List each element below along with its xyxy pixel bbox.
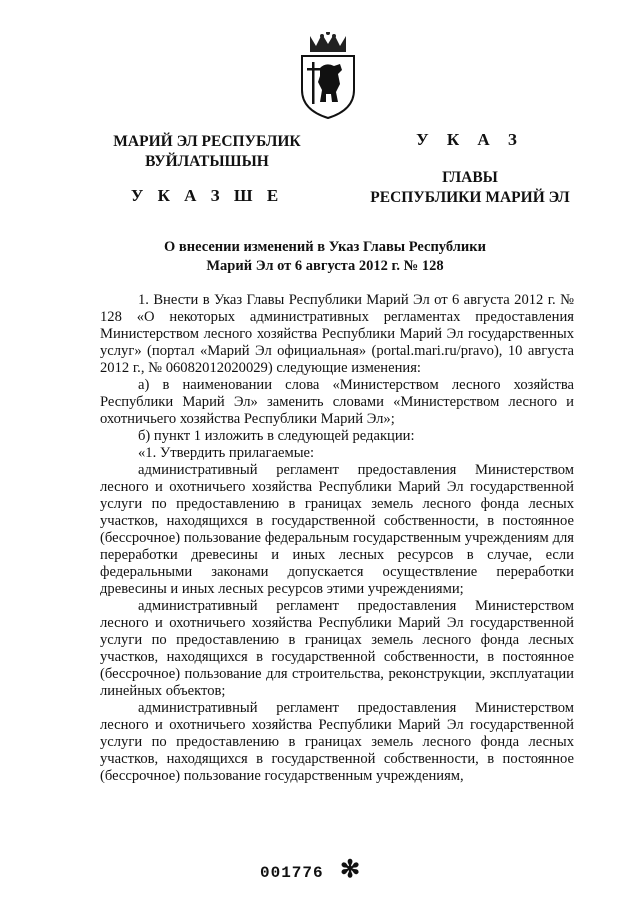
document-body xyxy=(100,292,574,785)
paragraph: а) в наименовании слова «Министерством лесного хозяйства Республики Марий Эл» заменить словами «Министерством лесного и охотничьего хозяйства Республики Марий Эл»; xyxy=(100,377,574,427)
header-left xyxy=(92,132,322,206)
paragraph: административный регламент предоставления Министерством лесного и охотничьего хозяйства Республики Марий Эл государственной услуги по предоставлению в границах земель лесного фонда лесных участков, находящихся в государственной собственности, в постоянное (бессрочное) пользование государственным учреждениям, xyxy=(100,700,574,784)
paragraph: административный регламент предоставления Министерством лесного и охотничьего хозяйства Республики Марий Эл государственной услуги по предоставлению в границах земель лесного фонда лесных участков, находящихся в государственной собственности, в постоянное (бессрочное) пользование для строительства, реконструкции, эксплуатации линейных объектов; xyxy=(100,598,574,699)
coat-of-arms-icon xyxy=(296,32,360,120)
header-left-line1: МАРИЙ ЭЛ РЕСПУБЛИК xyxy=(113,133,301,150)
asterisk-mark: ✻ xyxy=(340,857,361,883)
header-right xyxy=(360,130,580,208)
paragraph: административный регламент предоставления Министерством лесного и охотничьего хозяйства Республики Марий Эл государственной услуги по предоставлению в границах земель лесного фонда лесных участков, находящихся в государственной собственности, в постоянное (бессрочное) пользование федеральным государственным учреждениям для переработки древесины и иных лесных ресурсов в случае, если федеральными законами допускается осуществление переработки древесины и иных лесных ресурсов этими учреждениями; xyxy=(100,462,574,597)
document-serial-number: 001776 xyxy=(260,864,324,882)
title-line1: О внесении изменений в Указ Главы Республики xyxy=(164,239,486,255)
title-line2: Марий Эл от 6 августа 2012 г. № 128 xyxy=(206,258,444,274)
paragraph: 1. Внести в Указ Главы Республики Марий Эл от 6 августа 2012 г. № 128 «О некоторых административных регламентах предоставления Министерством лесного хозяйства Республики Марий Эл государственных услуг» (портал «Марий Эл официальная» (portal.mari.ru/pravo), 10 августа 2012 г., № 06082012020029) следующие изменения: xyxy=(100,292,574,376)
document-title xyxy=(80,238,570,276)
header-right-line3: РЕСПУБЛИКИ МАРИЙ ЭЛ xyxy=(370,189,570,206)
paragraph: «1. Утвердить прилагаемые: xyxy=(138,445,315,461)
header-right-line1: У К А З xyxy=(416,130,524,149)
header-left-line3: У К А З Ш Е xyxy=(130,186,284,205)
header-left-line2: ВУЙЛАТЫШЫН xyxy=(145,153,269,170)
header-right-line2: ГЛАВЫ xyxy=(442,169,498,186)
paragraph: б) пункт 1 изложить в следующей редакции: xyxy=(138,428,415,444)
